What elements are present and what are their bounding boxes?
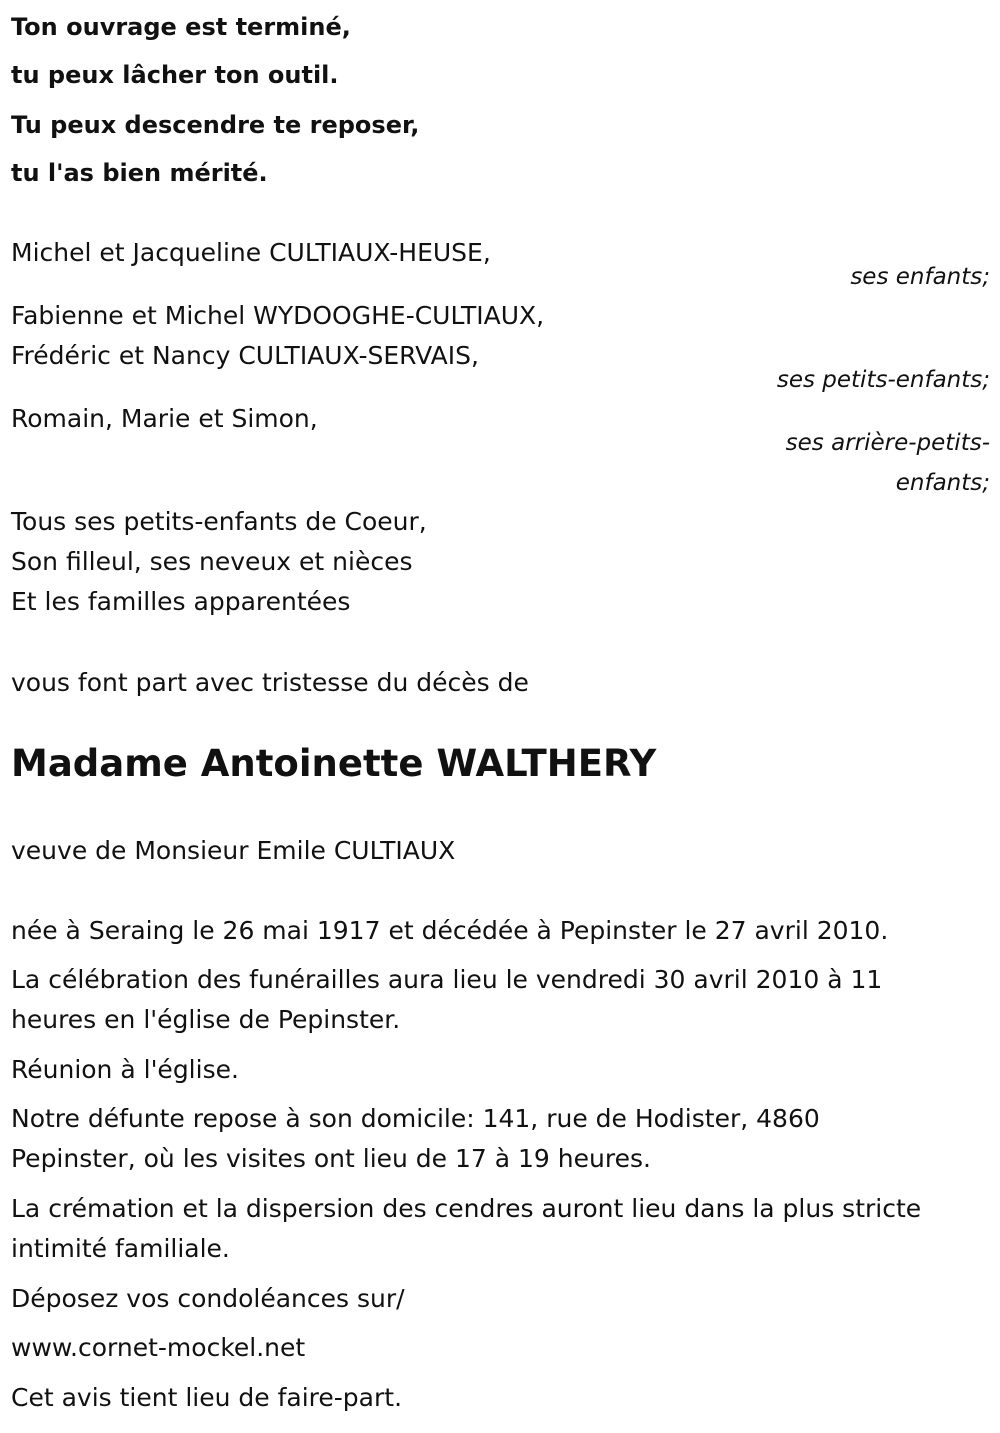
rest-line-1: Notre défunte repose à son domicile: 141, rue de Hodister, 4860 — [11, 1104, 820, 1133]
great-grandchildren-line: Romain, Marie et Simon, — [11, 404, 318, 433]
deceased-name: Madame Antoinette WALTHERY — [11, 742, 657, 785]
cremation-line-2: intimité familiale. — [11, 1234, 230, 1263]
widow-of: veuve de Monsieur Emile CULTIAUX — [11, 836, 456, 865]
cremation-line-1: La crémation et la dispersion des cendres auront lieu dans la plus stricte — [11, 1194, 922, 1223]
great-grandchildren-role-1: ses arrière-petits- — [785, 430, 990, 456]
meeting: Réunion à l'église. — [11, 1055, 239, 1084]
children-line: Michel et Jacqueline CULTIAUX-HEUSE, — [11, 238, 491, 267]
others-line-1: Tous ses petits-enfants de Coeur, — [11, 507, 427, 536]
poem-line-3: Tu peux descendre te reposer, — [11, 111, 420, 139]
others-line-3: Et les familles apparentées — [11, 587, 351, 616]
poem-line-4: tu l'as bien mérité. — [11, 159, 268, 187]
funeral-line-1: La célébration des funérailles aura lieu le vendredi 30 avril 2010 à 11 — [11, 965, 883, 994]
children-role: ses enfants; — [850, 264, 990, 290]
grandchildren-role: ses petits-enfants; — [776, 367, 990, 393]
condolences: Déposez vos condoléances sur/ — [11, 1284, 405, 1313]
poem-line-2: tu peux lâcher ton outil. — [11, 61, 339, 89]
others-line-2: Son filleul, ses neveux et nièces — [11, 547, 413, 576]
funeral-line-2: heures en l'église de Pepinster. — [11, 1005, 401, 1034]
birth-death: née à Seraing le 26 mai 1917 et décédée à Pepinster le 27 avril 2010. — [11, 916, 889, 945]
great-grandchildren-role-2: enfants; — [895, 470, 990, 496]
rest-line-2: Pepinster, où les visites ont lieu de 17 à 19 heures. — [11, 1144, 651, 1173]
poem-line-1: Ton ouvrage est terminé, — [11, 13, 351, 41]
announcement: vous font part avec tristesse du décès de — [11, 668, 529, 697]
grandchildren-line-1: Fabienne et Michel WYDOOGHE-CULTIAUX, — [11, 301, 545, 330]
website-link[interactable]: www.cornet-mockel.net — [11, 1333, 306, 1362]
grandchildren-line-2: Frédéric et Nancy CULTIAUX-SERVAIS, — [11, 341, 479, 370]
notice: Cet avis tient lieu de faire-part. — [11, 1383, 403, 1412]
